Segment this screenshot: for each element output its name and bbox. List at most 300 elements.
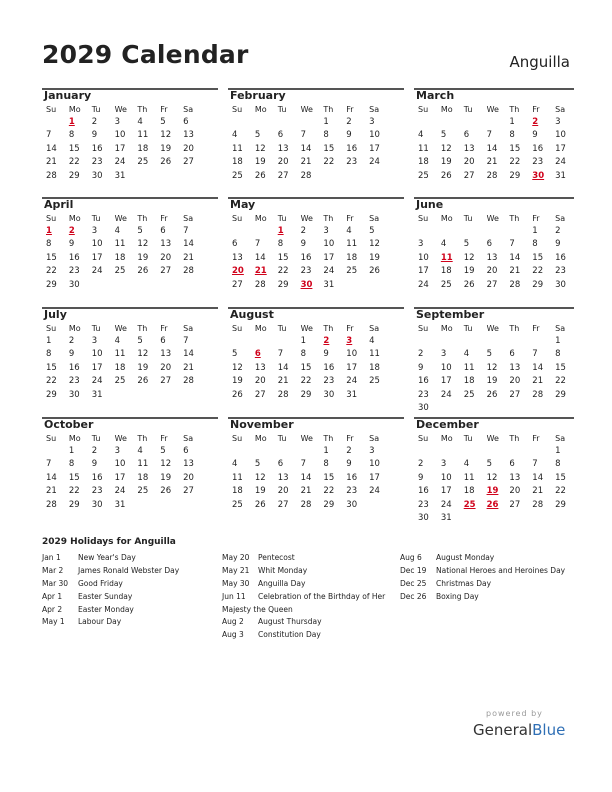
weekday-label: Fr: [532, 324, 540, 333]
day-cell: 10: [114, 130, 126, 141]
day-cell: 26: [463, 279, 475, 290]
day-cell: 21: [300, 157, 312, 168]
weekday-label: Mo: [68, 105, 81, 114]
day-cell: 29: [46, 389, 57, 400]
empty-cell: [483, 225, 506, 238]
day-cell: 15: [323, 143, 335, 154]
weekday-label: Fr: [160, 434, 168, 443]
day-cell: 15: [532, 252, 544, 263]
holiday-name: Easter Sunday: [78, 591, 133, 601]
holiday-name: James Ronald Webster Day: [78, 565, 180, 575]
day-cell: 18: [463, 376, 475, 387]
weekday-label: We: [486, 324, 499, 333]
holiday-date: May 21: [222, 565, 250, 575]
day-cell: 10: [440, 472, 452, 483]
day-cell: 27: [183, 157, 194, 168]
day-cell: 5: [232, 349, 238, 360]
month-february: [228, 89, 388, 183]
month-name: July: [44, 308, 67, 321]
holiday-name: Easter Monday: [78, 604, 134, 614]
day-cell: 11: [418, 143, 429, 154]
day-cell: 30: [91, 499, 103, 510]
empty-cell: [483, 335, 506, 348]
holiday-entry: [400, 552, 580, 565]
day-cell: 8: [323, 130, 329, 141]
day-cell: 27: [463, 170, 475, 181]
day-cell: 2: [91, 117, 98, 127]
month-days-grid: [414, 432, 574, 525]
holiday-entry: [42, 552, 222, 565]
day-cell: 13: [463, 143, 475, 154]
day-cell: 21: [486, 157, 498, 168]
day-cell: 13: [486, 252, 498, 263]
month-name: April: [44, 198, 74, 211]
day-cell: 25: [346, 266, 358, 277]
empty-cell: [228, 225, 251, 238]
day-cell: 6: [160, 226, 166, 236]
weekday-label: Sa: [183, 105, 194, 114]
day-cell: 3: [91, 336, 98, 346]
day-cell: 7: [300, 459, 306, 470]
country-name: Anguilla: [509, 53, 570, 71]
day-cell: 3: [440, 349, 447, 360]
day-cell: 8: [532, 239, 538, 250]
empty-cell: [437, 445, 460, 458]
day-cell: 15: [323, 472, 335, 483]
empty-cell: [460, 445, 483, 458]
weekday-label: Su: [232, 324, 243, 333]
day-cell: 5: [369, 226, 375, 236]
day-cell: 17: [323, 252, 335, 263]
holiday-name: National Heroes and Heroines Day: [436, 565, 566, 575]
day-cell: 19: [232, 376, 243, 387]
day-cell: 11: [232, 143, 243, 154]
day-cell: 15: [46, 362, 57, 373]
day-cell: 29: [509, 170, 521, 181]
day-cell: 27: [486, 279, 498, 290]
day-cell: 2: [418, 349, 424, 360]
weekday-label: We: [114, 214, 127, 223]
day-cell: 7: [183, 226, 189, 236]
day-cell: 19: [463, 266, 475, 277]
day-cell: 13: [160, 349, 172, 360]
day-cell: 23: [555, 266, 566, 277]
day-cell: 15: [555, 362, 566, 373]
day-cell: 10: [91, 239, 103, 250]
day-cell: 24: [114, 157, 126, 168]
weekday-label: Sa: [369, 434, 380, 443]
day-cell: 23: [418, 389, 429, 400]
day-cell: 31: [346, 389, 358, 400]
day-cell: 14: [183, 349, 194, 360]
day-cell: 3: [91, 226, 98, 236]
weekday-label: We: [300, 214, 313, 223]
weekday-label: Mo: [254, 324, 267, 333]
day-cell: 29: [68, 170, 80, 181]
weekday-label: Mo: [440, 214, 453, 223]
day-cell: 25: [232, 499, 243, 510]
weekday-label: Th: [137, 434, 148, 443]
day-cell: 3: [114, 117, 120, 127]
day-cell: 22: [300, 376, 312, 387]
day-cell: 29: [323, 499, 335, 510]
day-cell: 26: [232, 389, 243, 400]
day-cell: 22: [532, 266, 544, 277]
day-cell: 5: [137, 226, 143, 236]
empty-cell: [505, 335, 528, 348]
day-cell: 27: [160, 376, 172, 387]
holiday-day: 3: [346, 336, 353, 346]
day-cell: 4: [463, 459, 470, 470]
month-days-grid: [414, 212, 574, 292]
weekday-label: Fr: [346, 434, 354, 443]
day-cell: 27: [254, 389, 266, 400]
empty-cell: [42, 116, 65, 129]
day-cell: 20: [160, 362, 172, 373]
holiday-entry: [222, 616, 402, 629]
day-cell: 3: [114, 446, 120, 456]
weekday-label: We: [300, 105, 313, 114]
day-cell: 9: [323, 349, 329, 360]
day-cell: 18: [232, 486, 243, 497]
day-cell: 25: [440, 279, 452, 290]
day-cell: 23: [91, 486, 103, 497]
day-cell: 24: [440, 499, 452, 510]
holiday-entry: [42, 565, 222, 578]
day-cell: 4: [114, 336, 120, 346]
holiday-date: May 1: [42, 617, 65, 627]
day-cell: 9: [418, 362, 424, 373]
weekday-label: Th: [137, 324, 148, 333]
day-cell: 14: [486, 143, 498, 154]
day-cell: 4: [463, 349, 470, 360]
day-cell: 26: [137, 266, 149, 277]
empty-cell: [274, 445, 297, 458]
day-cell: 12: [137, 239, 149, 250]
weekday-label: Su: [46, 105, 57, 114]
day-cell: 8: [46, 239, 52, 250]
day-cell: 2: [555, 226, 561, 236]
day-cell: 17: [369, 472, 380, 483]
empty-cell: [251, 225, 274, 238]
holiday-date: Mar 2: [42, 565, 64, 575]
day-cell: 9: [300, 239, 306, 250]
holiday-day: 19: [486, 486, 499, 497]
day-cell: 13: [232, 252, 243, 263]
day-cell: 8: [323, 459, 329, 470]
month-april: [42, 198, 202, 292]
day-cell: 7: [532, 459, 538, 470]
day-cell: 2: [91, 446, 98, 456]
day-cell: 21: [46, 157, 57, 168]
day-cell: 6: [509, 459, 515, 470]
weekday-label: Su: [46, 214, 57, 223]
day-cell: 18: [137, 143, 149, 154]
day-cell: 14: [46, 472, 57, 483]
day-cell: 11: [137, 130, 149, 141]
day-cell: 8: [555, 349, 561, 360]
empty-cell: [437, 335, 460, 348]
day-cell: 25: [369, 376, 380, 387]
day-cell: 16: [346, 143, 358, 154]
day-cell: 5: [160, 117, 166, 127]
weekday-label: Su: [418, 324, 429, 333]
weekday-label: Mo: [440, 324, 453, 333]
day-cell: 30: [68, 279, 80, 290]
day-cell: 14: [46, 143, 57, 154]
day-cell: 29: [46, 279, 57, 290]
empty-cell: [528, 445, 551, 458]
day-cell: 24: [369, 486, 380, 497]
day-cell: 6: [509, 349, 515, 360]
day-cell: 14: [254, 252, 266, 263]
holiday-name: Whit Monday: [258, 565, 308, 575]
day-cell: 29: [555, 499, 566, 510]
day-cell: 19: [254, 486, 266, 497]
day-cell: 23: [91, 157, 103, 168]
day-cell: 6: [277, 130, 284, 141]
holiday-day: 2: [68, 226, 75, 236]
month-days-grid: [414, 103, 574, 183]
day-cell: 23: [346, 486, 358, 497]
weekday-label: Fr: [346, 105, 354, 114]
empty-cell: [228, 335, 251, 348]
empty-cell: [505, 225, 528, 238]
day-cell: 4: [440, 239, 447, 250]
empty-cell: [483, 445, 506, 458]
day-cell: 5: [463, 239, 470, 250]
holiday-day: 26: [486, 499, 499, 510]
day-cell: 10: [369, 459, 380, 470]
day-cell: 21: [46, 486, 57, 497]
day-cell: 1: [323, 117, 329, 127]
empty-cell: [505, 445, 528, 458]
weekday-label: We: [486, 434, 499, 443]
day-cell: 26: [254, 499, 266, 510]
day-cell: 16: [91, 472, 103, 483]
day-cell: 15: [68, 143, 80, 154]
day-cell: 13: [277, 472, 289, 483]
day-cell: 9: [346, 130, 352, 141]
day-cell: 17: [114, 143, 126, 154]
day-cell: 22: [509, 157, 521, 168]
day-cell: 7: [46, 459, 52, 470]
weekday-label: Su: [46, 434, 57, 443]
holiday-column: [400, 552, 580, 604]
empty-cell: [297, 116, 320, 129]
holiday-entry: [42, 616, 222, 629]
day-cell: 20: [463, 157, 475, 168]
empty-cell: [251, 335, 274, 348]
day-cell: 12: [160, 459, 172, 470]
day-cell: 9: [91, 130, 98, 141]
day-cell: 17: [555, 143, 566, 154]
day-cell: 24: [323, 266, 335, 277]
day-cell: 7: [277, 349, 284, 360]
day-cell: 28: [46, 170, 57, 181]
day-cell: 7: [509, 239, 515, 250]
day-cell: 18: [369, 362, 380, 373]
day-cell: 22: [68, 157, 80, 168]
day-cell: 3: [555, 117, 561, 127]
holiday-entry: [222, 604, 402, 617]
day-cell: 27: [277, 499, 289, 510]
day-cell: 3: [369, 117, 375, 127]
weekday-label: Fr: [532, 214, 540, 223]
day-cell: 17: [346, 362, 358, 373]
day-cell: 12: [232, 362, 243, 373]
day-cell: 24: [369, 157, 380, 168]
day-cell: 12: [369, 239, 380, 250]
day-cell: 9: [68, 349, 75, 360]
empty-cell: [437, 116, 460, 129]
day-cell: 15: [509, 143, 521, 154]
day-cell: 2: [68, 336, 75, 346]
day-cell: 21: [300, 486, 312, 497]
day-cell: 7: [46, 130, 52, 141]
day-cell: 16: [68, 362, 80, 373]
day-cell: 21: [509, 266, 521, 277]
day-cell: 17: [91, 252, 103, 263]
month-name: August: [230, 308, 274, 321]
weekday-label: Mo: [68, 434, 81, 443]
holiday-entry: [222, 629, 402, 642]
weekday-label: We: [300, 434, 313, 443]
day-cell: 7: [486, 130, 492, 141]
day-cell: 20: [277, 486, 289, 497]
day-cell: 31: [555, 170, 566, 181]
month-july: [42, 308, 202, 402]
holiday-date: Jun 11: [222, 591, 246, 601]
day-cell: 20: [254, 376, 266, 387]
day-cell: 4: [232, 130, 238, 141]
month-name: June: [416, 198, 444, 211]
day-cell: 1: [323, 446, 329, 456]
holiday-day: 21: [254, 266, 267, 277]
day-cell: 22: [555, 486, 566, 497]
weekday-label: Mo: [68, 214, 81, 223]
holiday-name: August Monday: [436, 553, 495, 562]
day-cell: 14: [277, 362, 289, 373]
day-cell: 9: [68, 239, 75, 250]
holiday-day: 30: [300, 279, 313, 290]
day-cell: 23: [532, 157, 544, 168]
empty-cell: [460, 116, 483, 129]
weekday-label: Th: [509, 214, 520, 223]
day-cell: 25: [114, 266, 126, 277]
page-title: 2029 Calendar: [42, 40, 249, 69]
day-cell: 19: [160, 472, 172, 483]
day-cell: 22: [46, 266, 57, 277]
day-cell: 9: [555, 239, 561, 250]
weekday-label: Th: [509, 434, 520, 443]
day-cell: 17: [91, 362, 103, 373]
day-cell: 16: [346, 472, 358, 483]
month-name: March: [416, 89, 455, 102]
day-cell: 30: [91, 170, 103, 181]
day-cell: 28: [300, 499, 312, 510]
month-name: January: [44, 89, 92, 102]
day-cell: 3: [440, 459, 447, 470]
month-may: [228, 198, 388, 292]
empty-cell: [414, 445, 437, 458]
day-cell: 25: [137, 157, 149, 168]
day-cell: 27: [183, 486, 194, 497]
day-cell: 29: [555, 389, 566, 400]
month-days-grid: [42, 322, 202, 402]
day-cell: 21: [277, 376, 289, 387]
day-cell: 7: [183, 336, 189, 346]
holiday-day: 2: [532, 117, 539, 127]
day-cell: 8: [509, 130, 515, 141]
month-december: [414, 418, 574, 525]
weekday-label: Sa: [183, 324, 194, 333]
holiday-entry: [222, 565, 402, 578]
holiday-day: 1: [68, 117, 75, 127]
day-cell: 18: [463, 486, 475, 497]
day-cell: 8: [555, 459, 561, 470]
day-cell: 11: [463, 362, 475, 373]
day-cell: 24: [346, 376, 358, 387]
empty-cell: [414, 225, 437, 238]
day-cell: 1: [555, 336, 561, 346]
day-cell: 9: [532, 130, 538, 141]
day-cell: 27: [277, 170, 289, 181]
day-cell: 25: [463, 389, 475, 400]
day-cell: 24: [440, 389, 452, 400]
day-cell: 24: [91, 376, 103, 387]
day-cell: 2: [346, 117, 352, 127]
weekday-label: We: [486, 214, 499, 223]
day-cell: 11: [114, 349, 126, 360]
empty-cell: [274, 335, 297, 348]
holiday-date: Aug 2: [222, 617, 244, 627]
day-cell: 22: [323, 157, 335, 168]
holiday-day: 6: [254, 349, 261, 360]
weekday-label: Tu: [91, 434, 101, 443]
day-cell: 13: [183, 459, 194, 470]
holiday-name: Boxing Day: [436, 591, 479, 601]
day-cell: 18: [137, 472, 149, 483]
weekday-label: Th: [137, 105, 148, 114]
month-august: [228, 308, 388, 402]
weekday-label: Fr: [346, 324, 354, 333]
day-cell: 28: [46, 499, 57, 510]
month-days-grid: [42, 432, 202, 512]
day-cell: 7: [254, 239, 261, 250]
day-cell: 19: [137, 362, 149, 373]
weekday-label: Sa: [369, 214, 380, 223]
day-cell: 17: [418, 266, 429, 277]
day-cell: 13: [183, 130, 194, 141]
day-cell: 16: [300, 252, 312, 263]
weekday-label: Tu: [91, 105, 101, 114]
day-cell: 5: [160, 446, 166, 456]
day-cell: 11: [114, 239, 126, 250]
empty-cell: [414, 335, 437, 348]
day-cell: 10: [91, 349, 103, 360]
weekday-label: Th: [323, 105, 334, 114]
month-september: [414, 308, 574, 415]
day-cell: 24: [91, 266, 103, 277]
day-cell: 28: [277, 389, 289, 400]
weekday-label: Fr: [532, 434, 540, 443]
day-cell: 6: [486, 239, 492, 250]
day-cell: 25: [418, 170, 429, 181]
day-cell: 6: [183, 446, 189, 456]
day-cell: 4: [232, 459, 238, 470]
day-cell: 23: [323, 376, 335, 387]
